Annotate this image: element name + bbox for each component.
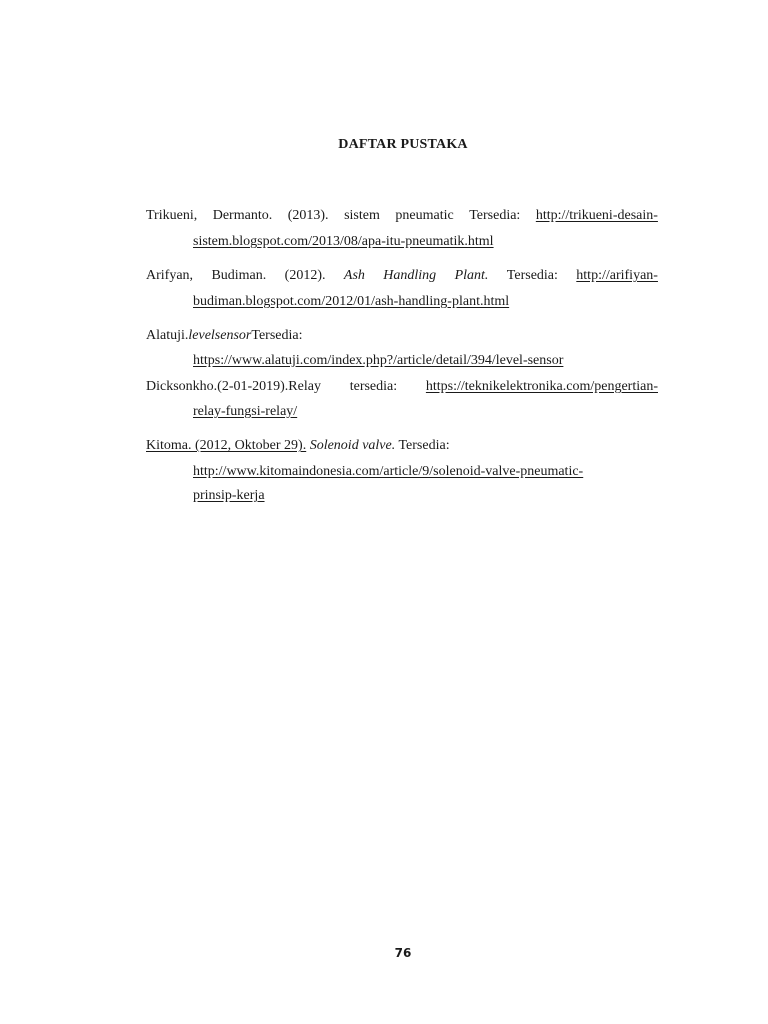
reference-4-link-part-2[interactable]: relay-fungsi-relay/ [193,404,298,419]
reference-4-link-part-1[interactable]: https://teknikelektronika.com/pengertian- [425,379,658,394]
reference-1-link-part-2[interactable]: sistem.blogspot.com/2013/08/apa-itu-pneumatik.html [193,234,494,249]
reference-5-line-1: Kitoma. (2012, Oktober 29). Solenoid valve. Tersedia: [146,438,450,453]
reference-3-link[interactable]: https://www.alatuji.com/index.php?/article/detail/394/level-sensor [193,353,564,368]
reference-1-line-1: Trikueni, Dermanto. (2013). sistem pneumatic Tersedia: http://trikueni-desain- [146,206,658,226]
page-title: DAFTAR PUSTAKA [338,137,468,152]
reference-4-line-1: Dicksonkho.(2-01-2019).Relay tersedia: https://teknikelektronika.com/pengertian- [146,377,658,397]
reference-2-line-1: Arifyan, Budiman. (2012). Ash Handling Plant. Tersedia: http://arifiyan- [146,266,658,286]
reference-3-line-1: Alatuji.levelsensorTersedia: [146,328,303,343]
reference-5-link-part-2[interactable]: prinsip-kerja [193,488,265,503]
page-number: 76 [394,946,412,960]
reference-2-link-part-1[interactable]: http://arifiyan- [576,268,658,283]
reference-5-link-part-1[interactable]: http://www.kitomaindonesia.com/article/9/solenoid-valve-pneumatic- [193,464,584,479]
reference-1-link-part-1[interactable]: http://trikueni-desain- [535,208,658,223]
reference-2-link-part-2[interactable]: budiman.blogspot.com/2012/01/ash-handling-plant.html [193,294,510,309]
